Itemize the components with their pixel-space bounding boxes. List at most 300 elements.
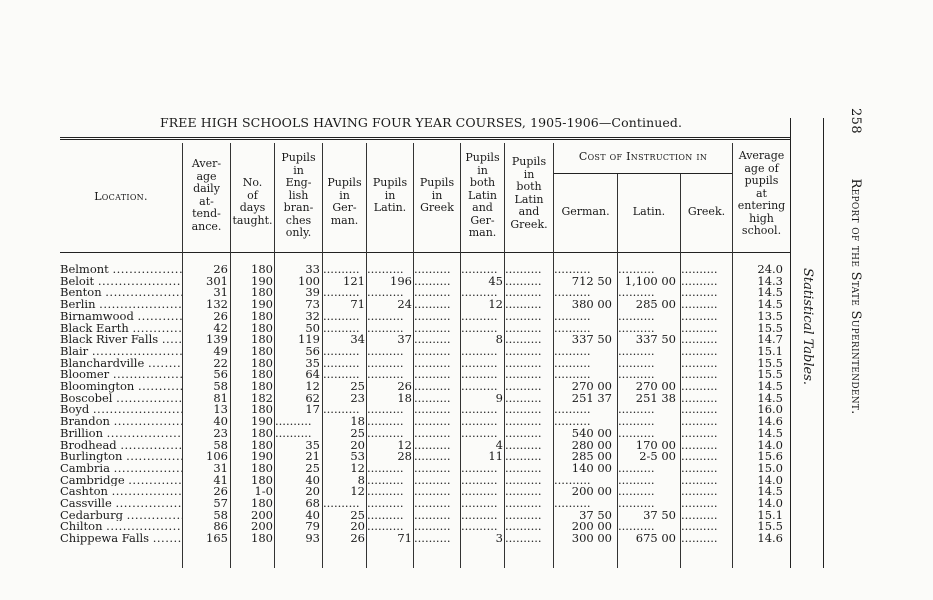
location-name: Chilton ..... <box>60 521 182 533</box>
cell-lgk: .......... <box>505 322 542 334</box>
cell-cg: .......... <box>554 416 591 428</box>
table-title: FREE HIGH SCHOOLS HAVING FOUR YEAR COURSES, 1905-1906—Continued. <box>160 115 683 130</box>
cell-ger: .......... <box>323 287 360 299</box>
cell-cl: 37 50 <box>643 509 676 522</box>
cell-lgk: .......... <box>505 369 542 381</box>
cell-ger: 8 <box>357 474 365 487</box>
cell-att: 81 <box>213 392 228 405</box>
cell-days: 180 <box>251 334 273 346</box>
running-head <box>848 108 863 415</box>
cell-cl: .......... <box>618 345 655 358</box>
cell-lgk: .......... <box>505 474 542 487</box>
cell-grk: .......... <box>414 322 451 334</box>
cell-lg: .......... <box>461 381 498 393</box>
cell-days: 180 <box>251 322 273 334</box>
cell-eng: 17 <box>305 404 320 416</box>
cell-age: 14.5 <box>757 427 783 440</box>
cell-ck: .......... <box>681 310 718 323</box>
cell-lg: .......... <box>461 345 498 358</box>
cell-eng: 12 <box>305 381 320 393</box>
cell-lg: .......... <box>461 310 498 323</box>
cell-ger: 34 <box>350 334 365 346</box>
cell-lgk: .......... <box>505 416 542 428</box>
leader-dots <box>92 346 182 358</box>
cell-lat: .......... <box>367 357 404 370</box>
cell-grk: .......... <box>414 287 451 299</box>
cell-lat: .......... <box>367 322 404 334</box>
cell-cl: .......... <box>618 521 655 533</box>
leader-dots <box>114 416 182 428</box>
cell-lgk: .......... <box>505 275 542 288</box>
cell-lgk: .......... <box>505 392 542 405</box>
cell-age: 14.0 <box>757 474 783 487</box>
cell-lg: .......... <box>461 427 498 440</box>
header-days: No. of days taught. <box>232 176 273 227</box>
cell-eng: 20 <box>305 486 320 498</box>
cell-att: 23 <box>213 427 228 440</box>
cell-ck: .......... <box>681 322 718 334</box>
cell-grk: .......... <box>414 357 451 370</box>
cell-cl: 270 00 <box>635 381 676 393</box>
cell-att: 139 <box>206 334 228 346</box>
cell-days: 180 <box>251 404 273 416</box>
cell-cl: .......... <box>618 310 655 323</box>
location-name: Cassville ..... <box>60 498 182 510</box>
header-greek: Pupils in Greek <box>419 176 455 214</box>
cell-eng: 68 <box>305 498 320 510</box>
location-name: Black Earth ..... <box>60 323 182 335</box>
cell-cg: 270 00 <box>571 381 612 393</box>
cell-grk: .......... <box>414 439 451 451</box>
cell-cg: 712 50 <box>571 275 612 288</box>
cell-ck: .......... <box>681 264 718 276</box>
cell-ger: 25 <box>350 509 365 522</box>
location-name: Brodhead ..... <box>60 440 182 452</box>
cell-cg: .......... <box>554 310 591 323</box>
cell-lgk: .......... <box>505 345 542 358</box>
cell-cl: .......... <box>618 404 655 416</box>
cell-cg: 200 00 <box>571 521 612 533</box>
cell-cg: .......... <box>554 369 591 381</box>
cell-lat: .......... <box>367 345 404 358</box>
cell-eng: 119 <box>298 334 320 346</box>
cell-ger: 12 <box>350 486 365 498</box>
cell-cg: .......... <box>554 264 591 276</box>
leader-dots <box>106 521 182 533</box>
cell-ck: .......... <box>681 334 718 346</box>
cell-lat: .......... <box>367 404 404 416</box>
cell-days: 200 <box>251 521 273 533</box>
cell-att: 42 <box>213 322 228 334</box>
cell-lgk: .......... <box>505 498 542 510</box>
cell-ck: .......... <box>681 369 718 381</box>
leader-dots <box>116 393 182 405</box>
location-name: Burlington ..... <box>60 451 182 463</box>
leader-dots <box>99 299 182 311</box>
cell-att: 301 <box>206 275 228 288</box>
cell-ck: .......... <box>681 404 718 416</box>
cost-group-rule <box>554 173 732 174</box>
cell-cl: .......... <box>618 322 655 334</box>
right-frame-line <box>790 118 791 568</box>
cell-ck: .......... <box>681 345 718 358</box>
cell-grk: .......... <box>414 416 451 428</box>
cell-grk: .......... <box>414 369 451 381</box>
cell-lgk: .......... <box>505 357 542 370</box>
cell-lg: .......... <box>461 404 498 416</box>
cell-ger: 121 <box>343 275 365 288</box>
cell-cl: .......... <box>618 357 655 370</box>
cell-ger: 25 <box>350 381 365 393</box>
cell-cl: 1,100 00 <box>624 275 676 288</box>
leader-dots <box>126 451 182 463</box>
cell-ger: 23 <box>350 392 365 405</box>
cell-cl: .......... <box>618 486 655 498</box>
cell-age: 14.5 <box>757 287 783 299</box>
leader-dots <box>115 498 182 510</box>
location-name: Bloomington ..... <box>60 381 182 393</box>
cell-cl: 337 50 <box>635 334 676 346</box>
cell-ck: .......... <box>681 486 718 498</box>
cell-lat: 71 <box>397 533 412 545</box>
cell-cg: .......... <box>554 357 591 370</box>
cell-grk: .......... <box>414 498 451 510</box>
cell-age: 14.5 <box>757 299 783 311</box>
cell-eng: 39 <box>305 287 320 299</box>
header-cost-latin: Latin. <box>632 205 666 218</box>
cell-ck: .......... <box>681 474 718 487</box>
outer-frame-line <box>823 118 824 568</box>
cell-lat: .......... <box>367 498 404 510</box>
location-name: Chippewa Falls ..... <box>60 533 182 545</box>
cell-age: 14.5 <box>757 381 783 393</box>
cell-att: 26 <box>213 264 228 276</box>
location-name: Cambria ..... <box>60 463 182 475</box>
cell-lat: 196 <box>390 275 412 288</box>
cell-lat: 18 <box>397 392 412 405</box>
cell-att: 41 <box>213 474 228 487</box>
cell-att: 49 <box>213 345 228 358</box>
cell-age: 15.5 <box>757 521 783 533</box>
cell-days: 180 <box>251 264 273 276</box>
cell-cg: 337 50 <box>571 334 612 346</box>
location-name: Beloit ..... <box>60 276 182 288</box>
cell-ger: .......... <box>323 264 360 276</box>
location-name: Birnamwood ..... <box>60 311 182 323</box>
cell-cl: .......... <box>618 264 655 276</box>
cell-att: 56 <box>213 369 228 381</box>
cell-lg: 4 <box>495 439 503 451</box>
cell-att: 132 <box>206 299 228 311</box>
cell-lat: .......... <box>367 287 404 299</box>
cell-cg: 280 00 <box>571 439 612 451</box>
cell-cg: 300 00 <box>571 533 612 545</box>
cell-days: 1-0 <box>254 486 273 498</box>
cell-grk: .......... <box>414 427 451 440</box>
cell-lg: .......... <box>461 287 498 299</box>
cell-lgk: .......... <box>505 427 542 440</box>
cell-days: 200 <box>251 509 273 522</box>
cell-lgk: .......... <box>505 334 542 346</box>
header-latin: Pupils in Latin. <box>372 176 408 214</box>
cell-ger: 26 <box>350 533 365 545</box>
top-double-rule-b <box>60 139 790 140</box>
cell-lgk: .......... <box>505 439 542 451</box>
cell-cl: .......... <box>618 369 655 381</box>
cell-cg: .......... <box>554 345 591 358</box>
header-german: Pupils in Ger- man. <box>327 176 362 227</box>
cell-ger: 18 <box>350 416 365 428</box>
cell-ger: 12 <box>350 462 365 475</box>
cell-ck: .......... <box>681 427 718 440</box>
cell-eng: 73 <box>305 299 320 311</box>
cell-eng: 25 <box>305 462 320 475</box>
cell-age: 15.1 <box>757 509 783 522</box>
leader-dots <box>127 510 182 522</box>
cell-age: 16.0 <box>757 404 783 416</box>
location-name: Brillion ..... <box>60 428 182 440</box>
cell-lg: 11 <box>488 451 503 463</box>
location-name: Bloomer ..... <box>60 369 182 381</box>
cell-lgk: .......... <box>505 451 542 463</box>
cell-cg: 37 50 <box>579 509 612 522</box>
cell-lat: 24 <box>397 299 412 311</box>
cell-eng: 100 <box>298 275 320 288</box>
cell-lg: 45 <box>488 275 503 288</box>
cell-cl: 251 38 <box>635 392 676 405</box>
cell-cg: 540 00 <box>571 427 612 440</box>
cell-days: 180 <box>251 310 273 323</box>
header-latin-greek: Pupils in both Latin and Greek. <box>510 155 548 231</box>
leader-dots <box>114 463 182 475</box>
cell-lgk: .......... <box>505 462 542 475</box>
cell-cg: 200 00 <box>571 486 612 498</box>
cell-lg: .......... <box>461 322 498 334</box>
location-name: Blair ..... <box>60 346 182 358</box>
cell-ck: .......... <box>681 381 718 393</box>
leader-dots <box>93 404 182 416</box>
cell-ger: 71 <box>350 299 365 311</box>
header-english: Pupils in Eng- lish bran- ches only. <box>281 151 316 239</box>
cell-ck: .......... <box>681 392 718 405</box>
cell-ck: .......... <box>681 462 718 475</box>
cell-age: 15.1 <box>757 345 783 358</box>
leader-dots <box>132 323 182 335</box>
cell-days: 190 <box>251 451 273 463</box>
cell-ger: .......... <box>323 345 360 358</box>
cell-days: 182 <box>251 392 273 405</box>
cell-days: 180 <box>251 439 273 451</box>
cell-ck: .......... <box>681 416 718 428</box>
cell-ger: .......... <box>323 322 360 334</box>
cell-ger: .......... <box>323 498 360 510</box>
cell-days: 190 <box>251 416 273 428</box>
cell-grk: .......... <box>414 345 451 358</box>
cell-att: 31 <box>213 462 228 475</box>
cell-att: 58 <box>213 381 228 393</box>
cell-eng: 35 <box>305 439 320 451</box>
header-attendance: Aver- age daily at- tend- ance. <box>191 157 222 233</box>
cell-lat: .......... <box>367 486 404 498</box>
cell-att: 106 <box>206 451 228 463</box>
location-name: Black River Falls ..... <box>60 334 182 346</box>
cell-ck: .......... <box>681 521 718 533</box>
cell-lat: .......... <box>367 509 404 522</box>
cell-days: 180 <box>251 498 273 510</box>
cell-eng: 40 <box>305 474 320 487</box>
location-name: Brandon ..... <box>60 416 182 428</box>
cell-grk: .......... <box>414 521 451 533</box>
cell-grk: .......... <box>414 533 451 545</box>
cell-grk: .......... <box>414 404 451 416</box>
cell-ger: .......... <box>323 310 360 323</box>
cell-cl: 675 00 <box>635 533 676 545</box>
cell-lgk: .......... <box>505 533 542 545</box>
cell-cl: .......... <box>618 462 655 475</box>
cell-ger: 20 <box>350 439 365 451</box>
cell-ck: .......... <box>681 287 718 299</box>
cell-eng: 79 <box>305 521 320 533</box>
cell-cg: .......... <box>554 404 591 416</box>
cell-lgk: .......... <box>505 310 542 323</box>
cell-lgk: .......... <box>505 299 542 311</box>
location-name: Blanchardville ..... <box>60 358 182 370</box>
cell-age: 14.6 <box>757 533 783 545</box>
cell-lat: 12 <box>397 439 412 451</box>
cell-grk: .......... <box>414 381 451 393</box>
header-location: Location. <box>94 190 148 203</box>
cell-eng: .......... <box>275 416 312 428</box>
location-name: Cashton ..... <box>60 486 182 498</box>
cell-lg: .......... <box>461 462 498 475</box>
cell-eng: 93 <box>305 533 320 545</box>
cell-ger: 53 <box>350 451 365 463</box>
cell-cg: 380 00 <box>571 299 612 311</box>
cell-lgk: .......... <box>505 404 542 416</box>
cell-lg: .......... <box>461 264 498 276</box>
leader-dots <box>98 276 182 288</box>
leader-dots <box>105 287 182 299</box>
cell-ger: .......... <box>323 404 360 416</box>
location-name: Cambridge ..... <box>60 475 182 487</box>
cell-cl: .......... <box>618 498 655 510</box>
location-name: Boscobel ..... <box>60 393 182 405</box>
cell-days: 180 <box>251 427 273 440</box>
cell-cg: 140 00 <box>571 462 612 475</box>
leader-dots <box>107 428 182 440</box>
cell-cg: .......... <box>554 322 591 334</box>
leader-dots <box>153 533 182 545</box>
cell-grk: .......... <box>414 275 451 288</box>
cell-lg: .......... <box>461 521 498 533</box>
cell-ger: .......... <box>323 357 360 370</box>
cell-days: 180 <box>251 369 273 381</box>
cell-grk: .......... <box>414 334 451 346</box>
cell-eng: 56 <box>305 345 320 358</box>
cell-age: 14.0 <box>757 498 783 510</box>
leader-dots <box>113 369 182 381</box>
cell-age: 13.5 <box>757 310 783 323</box>
cell-cl: .......... <box>618 474 655 487</box>
cell-grk: .......... <box>414 462 451 475</box>
cell-lg: 12 <box>488 299 503 311</box>
cell-age: 14.5 <box>757 392 783 405</box>
cell-att: 22 <box>213 357 228 370</box>
leader-dots <box>148 358 182 370</box>
cell-lgk: .......... <box>505 521 542 533</box>
cell-lat: .......... <box>367 264 404 276</box>
cell-lgk: .......... <box>505 287 542 299</box>
cell-lgk: .......... <box>505 486 542 498</box>
header-cost-greek: Greek. <box>687 205 726 218</box>
leader-dots <box>120 440 182 452</box>
cell-grk: .......... <box>414 264 451 276</box>
cell-grk: .......... <box>414 474 451 487</box>
location-name: Belmont ..... <box>60 264 182 276</box>
header-cost-group: Cost of Instruction in <box>578 150 708 163</box>
cell-age: 15.6 <box>757 451 783 463</box>
cell-cg: .......... <box>554 474 591 487</box>
cell-ck: .......... <box>681 533 718 545</box>
cell-days: 180 <box>251 357 273 370</box>
cell-cl: 285 00 <box>635 299 676 311</box>
cell-cl: 170 00 <box>635 439 676 451</box>
cell-cl: .......... <box>618 416 655 428</box>
cell-cl: .......... <box>618 427 655 440</box>
cell-age: 14.5 <box>757 486 783 498</box>
cell-lg: .......... <box>461 357 498 370</box>
cell-lg: .......... <box>461 509 498 522</box>
cell-cl: .......... <box>618 287 655 299</box>
location-name: Boyd ..... <box>60 404 182 416</box>
cell-grk: .......... <box>414 310 451 323</box>
cell-ck: .......... <box>681 439 718 451</box>
cell-eng: 50 <box>305 322 320 334</box>
cell-days: 190 <box>251 275 273 288</box>
header-age: Average age of pupils at entering high school. <box>737 149 786 237</box>
cell-lg: .......... <box>461 416 498 428</box>
header-latin-german: Pupils in both Latin and Ger- man. <box>465 151 500 239</box>
cell-grk: .......... <box>414 486 451 498</box>
cell-ger: .......... <box>323 369 360 381</box>
cell-ck: .......... <box>681 451 718 463</box>
cell-days: 180 <box>251 381 273 393</box>
cell-lg: 3 <box>495 533 503 545</box>
cell-lat: .......... <box>367 369 404 381</box>
cell-grk: .......... <box>414 509 451 522</box>
cell-cg: 251 37 <box>571 392 612 405</box>
cell-att: 31 <box>213 287 228 299</box>
cell-days: 180 <box>251 287 273 299</box>
leader-dots <box>112 486 182 498</box>
cell-age: 24.0 <box>757 264 783 276</box>
cell-days: 190 <box>251 299 273 311</box>
cell-lgk: .......... <box>505 381 542 393</box>
cell-lat: .......... <box>367 474 404 487</box>
leader-dots <box>112 264 182 276</box>
cell-lgk: .......... <box>505 264 542 276</box>
leader-dots <box>138 381 182 393</box>
cell-age: 15.5 <box>757 322 783 334</box>
cell-att: 165 <box>206 533 228 545</box>
leader-dots <box>162 334 182 346</box>
cell-cl: 2-5 00 <box>639 451 676 463</box>
cell-lat: .......... <box>367 416 404 428</box>
cell-att: 26 <box>213 310 228 323</box>
location-name: Cedarburg ..... <box>60 510 182 522</box>
cell-lg: .......... <box>461 486 498 498</box>
cell-ck: .......... <box>681 275 718 288</box>
